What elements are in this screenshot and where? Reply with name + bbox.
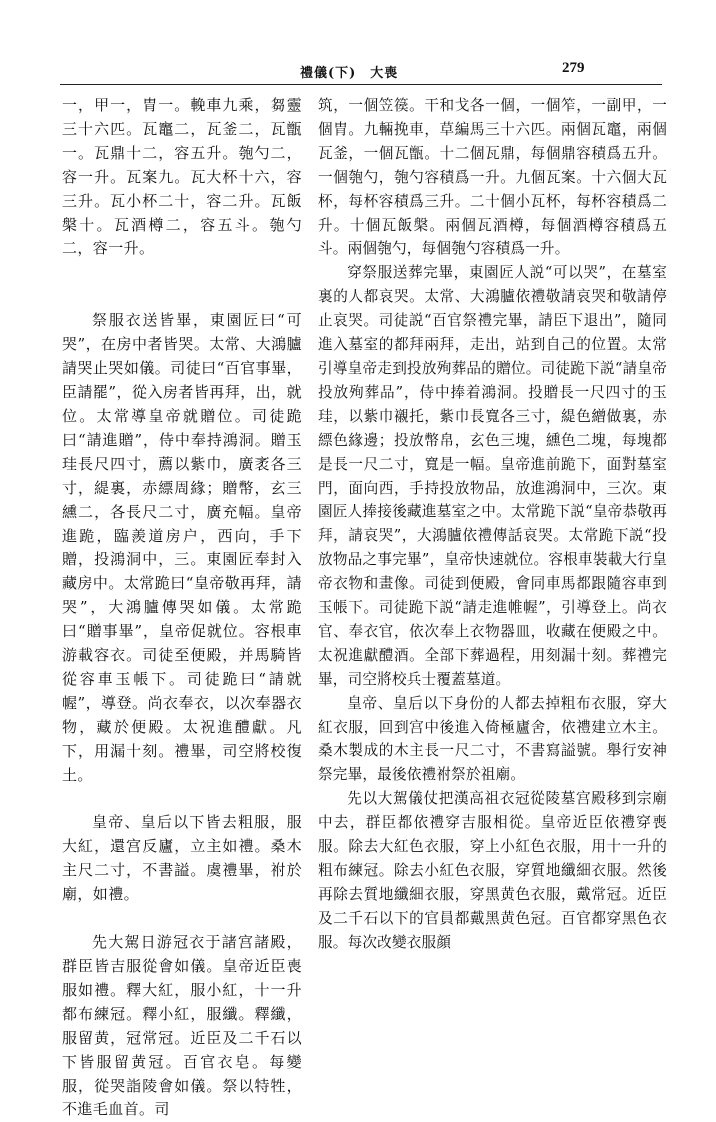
translation-paragraph-4: 先以大駕儀仗把漢高祖衣冠從陵墓宫殿移到宗廟中去，群臣都依禮穿吉服相從。皇帝近臣依禮穿喪服。除去大紅色衣服，穿上小紅色衣服，用十一升的粗布練冠。除去小紅色衣服，穿質地纖細衣服。然後再除去質地纖細衣服，穿黑黄色衣服，戴常冠。近臣及二千石以下的官員都戴黑黄色冠。百官都穿黑色衣服。每次改變衣服顔 — [318, 790, 667, 951]
translation-paragraph-1: 筑，一個笠篌。干和戈各一個，一個笮，一副甲，一個胄。九輛挽車，草編馬三十六匹。兩個瓦竈，兩個瓦釜，一個瓦甑。十二個瓦鼎，每個鼎容積爲五升。一個匏勺，匏勺容積爲一升。九個瓦案。十六個大瓦杯，每杯容積爲三升。二十個小瓦杯，每杯容積爲二升。十個瓦飯槃。兩個瓦酒樽，每個酒樽容積爲五斗。兩個匏勺，每個匏勺容積爲一升。 — [318, 97, 667, 258]
classical-paragraph-3: 皇帝、皇后以下皆去粗服，服大紅，還宫反廬，立主如禮。桑木主尺二寸，不書謚。虞禮畢，祔於廟，如禮。 — [62, 813, 302, 904]
classical-paragraph-4: 先大駕日游冠衣于諸宫諸殿，群臣皆吉服從會如儀。皇帝近臣喪服如禮。釋大紅，服小紅，十一升都布練冠。釋小紅，服纖。釋纖，服留黄，冠常冠。近臣及二千石以下皆服留黄冠。百官衣皂。每變服，從哭詣陵會如儀。祭以特牲，不進毛血首。司 — [62, 933, 302, 1119]
classical-paragraph-1: 一，甲一，胄一。輓車九乘，芻靈三十六匹。瓦竈二，瓦釜二，瓦甑一。瓦鼎十二，容五升。匏勺二，容一升。瓦案九。瓦大杯十六，容三升。瓦小杯二十，容二升。瓦飯槃十。瓦酒樽二，容五斗。匏勺二，容一升。 — [62, 96, 302, 258]
paragraph-spacer — [62, 787, 302, 811]
translation-paragraph-2: 穿祭服送葬完畢，東園匠人説“可以哭”，在墓室裏的人都哀哭。太常、大鴻臚依禮敬請哀哭和敬請停止哀哭。司徒説“百官祭禮完畢，請臣下退出”，隨同進入墓室的都拜兩拜，走出，站到自己的位置。太常引導皇帝走到投放殉葬品的贈位。司徒跪下説“請皇帝投放殉葬品”，侍中捧着鴻洞。投贈長一尺四寸的玉珪，以紫巾襯托，紫巾長寬各三寸，緹色繒做裏，赤縹色緣邊；投放幣帛，玄色三塊，纁色二塊，每塊都是長一尺二寸，寬是一幅。皇帝進前跪下，面對墓室門，面向西，手持投放物品，放進鴻洞中，三次。東園匠人捧接後藏進墓室之中。太常跪下説“皇帝恭敬再拜，請哀哭”，大鴻臚依禮傳話哀哭。太常跪下説“投放物品之事完畢”，皇帝快速就位。容根車裝載大行皇帝衣物和畫像。司徒到便殿，會同車馬都跟隨容車到玉帳下。司徒跪下説“請走進帷幄”，引導登上。尚衣官、奉衣官，依次奉上衣物器皿，收藏在便殿之中。太祝進獻醴酒。全部下葬過程，用刻漏十刻。葬禮完畢，司空將校兵士覆蓋墓道。 — [318, 264, 667, 688]
translation-paragraph-3: 皇帝、皇后以下身份的人都去掉粗布衣服，穿大紅衣服，回到宫中後進入倚極廬舍，依禮建立木主。桑木製成的木主長一尺二寸，不書寫謚號。舉行安神祭完畢，最後依禮祔祭於祖廟。 — [318, 694, 667, 784]
classical-text-column — [62, 94, 302, 1122]
translation-text-column — [318, 94, 667, 955]
classical-paragraph-2: 祭服衣送皆畢，東園匠曰“可哭”，在房中者皆哭。太常、大鴻臚請哭止哭如儀。司徒曰“百官事畢，臣請罷”，從入房者皆再拜，出，就位。太常導皇帝就贈位。司徒跪曰“請進贈”，侍中奉持鴻洞。贈玉珪長尺四寸，薦以紫巾，廣袤各三寸，緹裏，赤縹周緣；贈幣，玄三纁二，各長尺二寸，廣充幅。皇帝進跪，臨羨道房户，西向，手下贈，投鴻洞中，三。東園匠奉封入藏房中。太常跪曰“皇帝敬再拜，請哭”，大鴻臚傳哭如儀。太常跪曰“贈事畢”，皇帝促就位。容根車游載容衣。司徒至便殿，并馬騎皆從容車玉帳下。司徒跪曰“請就幄”，導登。尚衣奉衣，以次奉器衣物，藏於便殿。太祝進醴獻。凡下，用漏十刻。禮畢，司空將校復土。 — [62, 311, 302, 784]
paragraph-spacer — [62, 261, 302, 309]
running-header-title: 禮儀(下) 大喪 — [300, 66, 399, 81]
paragraph-spacer — [62, 907, 302, 931]
header-rule — [60, 84, 662, 85]
page-number: 279 — [562, 60, 585, 76]
